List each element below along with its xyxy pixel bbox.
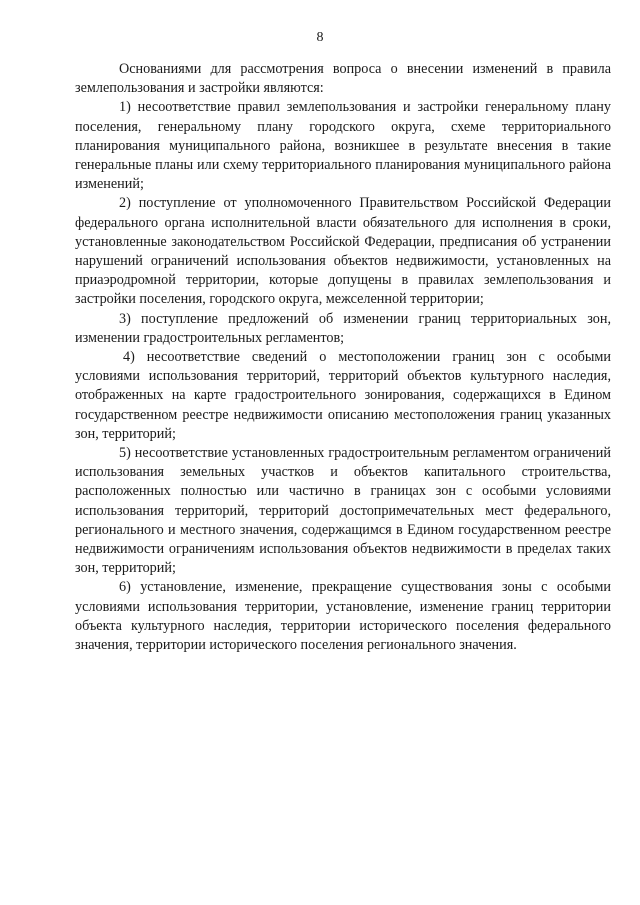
list-item-6: 6) установление, изменение, прекращение существования зоны с особыми условиями использования территории, установление, изменение границ территории объекта культурного наследия, территории исторического поселения федерального значения, территории исторического поселения регионального значения. (75, 579, 611, 654)
list-item-2: 2) поступление от уполномоченного Правительством Российской Федерации федерального органа исполнительной власти обязательного для исполнения в сроки, установленные законодательством Российской Федерации, предписания об устранении нарушений ограничений использования объектов недвижимости, установленных на приаэродромной территории, которые допущены в правилах землепользования и застройки поселения, городского округа, межселенной территории; (75, 195, 611, 308)
page-number: 8 (316, 30, 324, 45)
document-body (75, 60, 611, 655)
intro-paragraph: Основаниями для рассмотрения вопроса о внесении изменений в правила землепользования и застройки являются: (75, 61, 611, 97)
list-item-5: 5) несоответствие установленных градостроительным регламентом ограничений использования земельных участков и объектов капитального строительства, расположенных полностью или частично в границах зон с особыми условиями использования территорий, территорий достопримечательных мест федерального, регионального и местного значения, содержащимся в Едином государственном реестре недвижимости ограничениям использования объектов недвижимости в пределах таких зон, территорий; (75, 445, 611, 577)
list-item-3: 3) поступление предложений об изменении границ территориальных зон, изменении градостроительных регламентов; (75, 310, 611, 346)
list-item-1: 1) несоответствие правил землепользования и застройки генеральному плану поселения, генеральному плану городского округа, схеме территориального планирования муниципального района, возникшее в результате внесения в такие генеральные планы или схему территориального планирования муниципального района изменений; (75, 99, 611, 193)
list-item-4: 4) несоответствие сведений о местоположении границ зон с особыми условиями использования территорий, территорий объектов культурного наследия, отображенных на карте градостроительного зонирования, содержащихся в Едином государственном реестре недвижимости описанию местоположения границ указанных зон, территорий; (75, 349, 611, 442)
